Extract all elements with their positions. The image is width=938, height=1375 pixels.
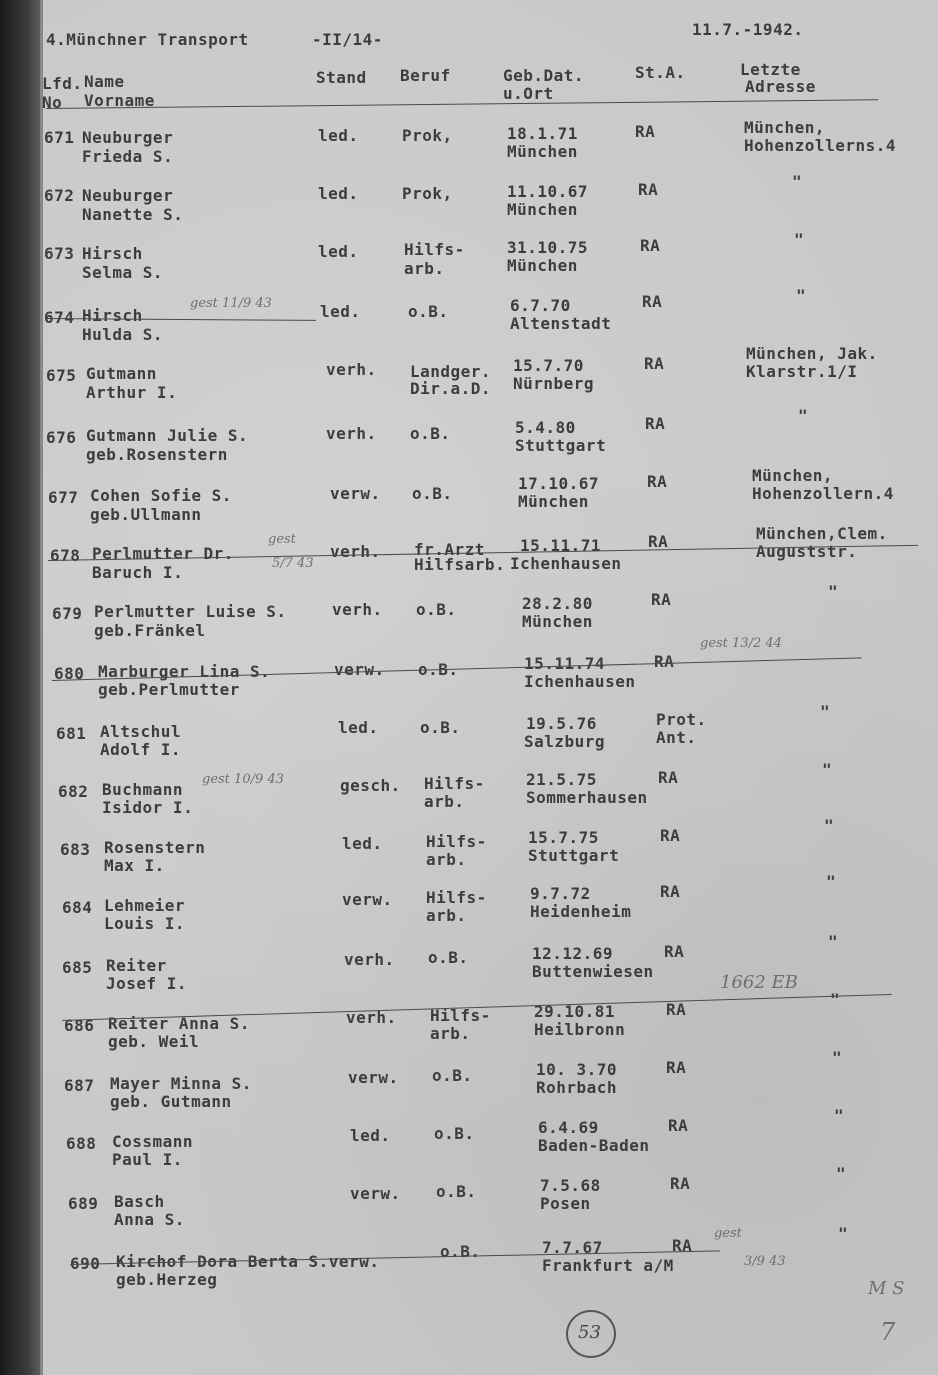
entry-name: Buchmann — [102, 780, 184, 799]
entry-address: München,Clem. — [756, 524, 888, 543]
entry-birthplace: Nürnberg — [513, 374, 595, 393]
entry-stand: led. — [338, 718, 379, 737]
entry-beruf-2: arb. — [430, 1024, 471, 1043]
entry-address: München, — [744, 118, 826, 137]
entry-birthdate: 10. 3.70 — [536, 1060, 618, 1079]
entry-stand: led. — [318, 184, 359, 203]
entry-name: Basch — [114, 1192, 165, 1211]
entry-citizenship: Prot. — [656, 710, 707, 729]
entry-stand: verh. — [346, 1008, 397, 1027]
entry-birthplace: München — [518, 492, 589, 511]
entry-firstname: Frieda S. — [82, 147, 174, 166]
entry-birthplace: Baden-Baden — [538, 1136, 650, 1155]
entry-birthdate: 7.7.67 — [542, 1238, 603, 1257]
entry-name: Perlmutter Luise S. — [94, 602, 287, 621]
entry-birthdate: 15.11.71 — [520, 536, 602, 555]
entry-number: 678 — [50, 546, 81, 565]
entry-beruf-2: arb. — [426, 850, 467, 869]
col-stand: Stand — [316, 68, 367, 87]
entry-birthplace: Buttenwiesen — [532, 962, 654, 981]
entry-address: " — [796, 286, 807, 305]
entry-number: 676 — [46, 428, 77, 447]
entry-citizenship: RA — [666, 1000, 687, 1019]
entry-birthplace: Heidenheim — [530, 902, 632, 921]
col-vorname: Vorname — [84, 91, 155, 110]
entry-address-2: Klarstr.1/I — [746, 362, 858, 381]
handwritten-reference: 1662 EB — [720, 972, 798, 993]
entry-birthdate: 15.11.74 — [524, 654, 606, 673]
entry-stand: verh. — [332, 600, 383, 619]
entry-name: Reiter — [106, 956, 167, 975]
col-beruf: Beruf — [400, 66, 451, 85]
entry-number: 675 — [46, 366, 77, 385]
entry-firstname: geb.Ullmann — [90, 505, 202, 524]
entry-birthplace: München — [522, 612, 593, 631]
entry-birthplace: Sommerhausen — [526, 788, 648, 807]
entry-birthplace: München — [507, 142, 578, 161]
entry-citizenship: RA — [648, 532, 669, 551]
entry-address-2: Auguststr. — [756, 542, 858, 561]
entry-firstname: geb. Gutmann — [110, 1092, 232, 1111]
entry-number: 685 — [62, 958, 93, 977]
entry-birthdate: 5.4.80 — [515, 418, 576, 437]
entry-citizenship: RA — [642, 292, 663, 311]
page-number: 53 — [578, 1322, 601, 1343]
entry-stand: gesch. — [340, 776, 401, 795]
entry-address: " — [792, 172, 803, 191]
entry-beruf: Hilfs- — [426, 888, 487, 907]
col-sta: St.A. — [635, 63, 686, 82]
entry-firstname: geb. Weil — [108, 1032, 200, 1051]
entry-stand: led. — [318, 126, 359, 145]
entry-stand: verw. — [334, 660, 385, 679]
entry-number: 677 — [48, 488, 79, 507]
entry-birthdate: 19.5.76 — [526, 714, 597, 733]
entry-firstname: geb.Herzeg — [116, 1270, 218, 1289]
entry-name: Reiter Anna S. — [108, 1014, 250, 1033]
entry-birthplace: München — [507, 200, 578, 219]
entry-name: Neuburger — [82, 186, 174, 205]
entry-citizenship: RA — [640, 236, 661, 255]
entry-birthplace: Posen — [540, 1194, 591, 1213]
entry-number: 690 — [70, 1254, 101, 1273]
entry-birthplace: Ichenhausen — [510, 554, 622, 573]
handwritten-initials: M S — [868, 1278, 905, 1299]
entry-number: 686 — [64, 1016, 95, 1035]
entry-citizenship: RA — [660, 826, 681, 845]
col-no: No — [42, 93, 63, 112]
entry-stand: verw. — [348, 1068, 399, 1087]
entry-number: 679 — [52, 604, 83, 623]
entry-birthdate: 6.7.70 — [510, 296, 571, 315]
entry-name: Neuburger — [82, 128, 174, 147]
entry-birthplace: Frankfurt a/M — [542, 1256, 674, 1275]
handwritten-deceased-note: gest 13/2 44 — [700, 636, 782, 651]
entry-name: Cossmann — [112, 1132, 194, 1151]
entry-address: " — [824, 816, 835, 835]
entry-stand: verh. — [326, 424, 377, 443]
entry-address: " — [834, 1106, 845, 1125]
entry-citizenship: RA — [644, 354, 665, 373]
entry-firstname: Isidor I. — [102, 798, 194, 817]
entry-firstname: Nanette S. — [82, 205, 184, 224]
entry-stand: led. — [342, 834, 383, 853]
entry-stand: verh. — [330, 542, 381, 561]
entry-stand: verw. — [330, 484, 381, 503]
entry-address: München, Jak. — [746, 344, 878, 363]
entry-name: Gutmann — [86, 364, 157, 383]
entry-stand: verh. — [344, 950, 395, 969]
col-adresse: Adresse — [745, 77, 816, 96]
entry-citizenship: RA — [664, 942, 685, 961]
entry-firstname: Paul I. — [112, 1150, 183, 1169]
entry-stand: led. — [318, 242, 359, 261]
entry-number: 680 — [54, 664, 85, 683]
handwritten-deceased-note: gest — [714, 1226, 742, 1241]
entry-firstname: Max I. — [104, 856, 165, 875]
entry-firstname: Louis I. — [104, 914, 186, 933]
entry-birthdate: 12.12.69 — [532, 944, 614, 963]
entry-address: " — [828, 582, 839, 601]
entry-firstname: Arthur I. — [86, 383, 178, 402]
entry-name: Hirsch — [82, 306, 143, 325]
entry-birthdate: 7.5.68 — [540, 1176, 601, 1195]
entry-birthdate: 17.10.67 — [518, 474, 600, 493]
entry-beruf: o.B. — [420, 718, 461, 737]
transport-code: -II/14- — [312, 30, 383, 49]
entry-name: Lehmeier — [104, 896, 186, 915]
entry-stand: verw. — [350, 1184, 401, 1203]
entry-birthplace: Ichenhausen — [524, 672, 636, 691]
entry-beruf: o.B. — [440, 1242, 481, 1261]
entry-beruf: Hilfs- — [426, 832, 487, 851]
entry-firstname: Baruch I. — [92, 563, 184, 582]
entry-birthdate: 29.10.81 — [534, 1002, 616, 1021]
entry-firstname: geb.Rosenstern — [86, 445, 228, 464]
handwritten-mark: 7 — [880, 1318, 896, 1346]
entry-citizenship: RA — [645, 414, 666, 433]
entry-birthplace: München — [507, 256, 578, 275]
entry-firstname: geb.Fränkel — [94, 621, 206, 640]
entry-address: " — [836, 1164, 847, 1183]
entry-name: Altschul — [100, 722, 182, 741]
entry-beruf: o.B. — [418, 660, 459, 679]
entry-address-2: Hohenzollern.4 — [752, 484, 894, 503]
entry-citizenship: RA — [668, 1116, 689, 1135]
entry-birthdate: 18.1.71 — [507, 124, 578, 143]
entry-birthdate: 15.7.70 — [513, 356, 584, 375]
entry-beruf: o.B. — [436, 1182, 477, 1201]
entry-firstname: Anna S. — [114, 1210, 185, 1229]
entry-beruf: o.B. — [412, 484, 453, 503]
entry-firstname: geb.Perlmutter — [98, 680, 240, 699]
entry-row — [0, 652, 938, 720]
entry-beruf: Prok, — [402, 184, 453, 203]
entry-name: Kirchof Dora Berta S.verw. — [116, 1252, 380, 1271]
entry-number: 683 — [60, 840, 91, 859]
entry-citizenship: RA — [647, 472, 668, 491]
entry-number: 673 — [44, 244, 75, 263]
entry-beruf: Landger. — [410, 362, 492, 381]
entry-citizenship: RA — [654, 652, 675, 671]
entry-address: " — [828, 932, 839, 951]
entry-address: " — [794, 230, 805, 249]
entry-beruf: o.B. — [416, 600, 457, 619]
entry-birthdate: 6.4.69 — [538, 1118, 599, 1137]
entry-stand: led. — [320, 302, 361, 321]
entry-firstname: Selma S. — [82, 263, 164, 282]
entry-beruf: fr.Arzt — [414, 540, 485, 559]
entry-birthplace: Heilbronn — [534, 1020, 626, 1039]
entry-birthplace: Salzburg — [524, 732, 606, 751]
entry-beruf-2: arb. — [424, 792, 465, 811]
col-uort: u.Ort — [503, 84, 554, 103]
entry-address: " — [830, 990, 841, 1009]
entry-beruf-2: Dir.a.D. — [410, 379, 492, 398]
entry-beruf-2: Hilfsarb. — [414, 555, 506, 574]
entry-address: " — [822, 760, 833, 779]
entry-firstname: Josef I. — [106, 974, 188, 993]
handwritten-deceased-note: gest 10/9 43 — [202, 772, 284, 787]
entry-beruf: o.B. — [434, 1124, 475, 1143]
col-name: Name — [84, 72, 125, 91]
entry-name: Hirsch — [82, 244, 143, 263]
entry-citizenship: RA — [660, 882, 681, 901]
entry-address: München, — [752, 466, 834, 485]
handwritten-deceased-note: gest — [268, 532, 296, 547]
entry-citizenship: RA — [672, 1236, 693, 1255]
entry-firstname: Hulda S. — [82, 325, 164, 344]
entry-birthdate: 31.10.75 — [507, 238, 589, 257]
entry-beruf-2: arb. — [404, 259, 445, 278]
entry-beruf: Prok, — [402, 126, 453, 145]
entry-birthplace: Stuttgart — [515, 436, 607, 455]
handwritten-deceased-date: 3/9 43 — [744, 1254, 786, 1269]
entry-name: Perlmutter Dr. — [92, 544, 234, 563]
entry-citizenship: RA — [658, 768, 679, 787]
entry-citizenship: RA — [638, 180, 659, 199]
page-number-circle — [566, 1310, 616, 1358]
entry-beruf: o.B. — [428, 948, 469, 967]
entry-row — [0, 582, 938, 660]
entry-beruf: Hilfs- — [430, 1006, 491, 1025]
entry-number: 688 — [66, 1134, 97, 1153]
entry-birthdate: 15.7.75 — [528, 828, 599, 847]
entry-citizenship-2: Ant. — [656, 728, 697, 747]
entry-citizenship: RA — [651, 590, 672, 609]
entry-birthplace: Altenstadt — [510, 314, 612, 333]
entry-address-2: Hohenzollerns.4 — [744, 136, 896, 155]
handwritten-deceased-note: gest 11/9 43 — [190, 296, 272, 311]
entry-number: 671 — [44, 128, 75, 147]
entry-birthdate: 21.5.75 — [526, 770, 597, 789]
entry-firstname: Adolf I. — [100, 740, 182, 759]
entry-beruf: o.B. — [410, 424, 451, 443]
entry-birthplace: Rohrbach — [536, 1078, 618, 1097]
entry-birthplace: Stuttgart — [528, 846, 620, 865]
col-letzte: Letzte — [740, 60, 801, 79]
entry-address: " — [826, 872, 837, 891]
handwritten-deceased-date: 5/7 43 — [272, 556, 314, 571]
entry-number: 687 — [64, 1076, 95, 1095]
entry-name: Cohen Sofie S. — [90, 486, 232, 505]
entry-name: Marburger Lina S. — [98, 662, 271, 681]
entry-address: " — [832, 1048, 843, 1067]
entry-citizenship: RA — [635, 122, 656, 141]
entry-name: Mayer Minna S. — [110, 1074, 252, 1093]
entry-beruf: Hilfs- — [404, 240, 465, 259]
entry-birthdate: 11.10.67 — [507, 182, 589, 201]
entry-number: 689 — [68, 1194, 99, 1213]
entry-address: " — [798, 406, 809, 425]
entry-stand: led. — [350, 1126, 391, 1145]
entry-beruf: o.B. — [432, 1066, 473, 1085]
transport-date: 11.7.-1942. — [692, 20, 804, 39]
entry-number: 681 — [56, 724, 87, 743]
entry-number: 682 — [58, 782, 89, 801]
entry-number: 674 — [44, 308, 75, 327]
entry-address: " — [820, 702, 831, 721]
col-lfd: Lfd. — [42, 74, 83, 93]
entry-number: 684 — [62, 898, 93, 917]
entry-beruf: o.B. — [408, 302, 449, 321]
entry-address: " — [838, 1224, 849, 1243]
entry-row — [0, 872, 938, 954]
entry-citizenship: RA — [670, 1174, 691, 1193]
entry-birthdate: 28.2.80 — [522, 594, 593, 613]
entry-birthdate: 9.7.72 — [530, 884, 591, 903]
col-gebdat: Geb.Dat. — [503, 66, 585, 85]
entry-number: 672 — [44, 186, 75, 205]
entry-row — [0, 702, 938, 780]
entry-beruf: Hilfs- — [424, 774, 485, 793]
entry-name: Gutmann Julie S. — [86, 426, 249, 445]
entry-name: Rosenstern — [104, 838, 206, 857]
entry-citizenship: RA — [666, 1058, 687, 1077]
entry-stand: verw. — [342, 890, 393, 909]
entry-stand: verh. — [326, 360, 377, 379]
transport-title: 4.Münchner Transport — [46, 30, 249, 49]
entry-beruf-2: arb. — [426, 906, 467, 925]
